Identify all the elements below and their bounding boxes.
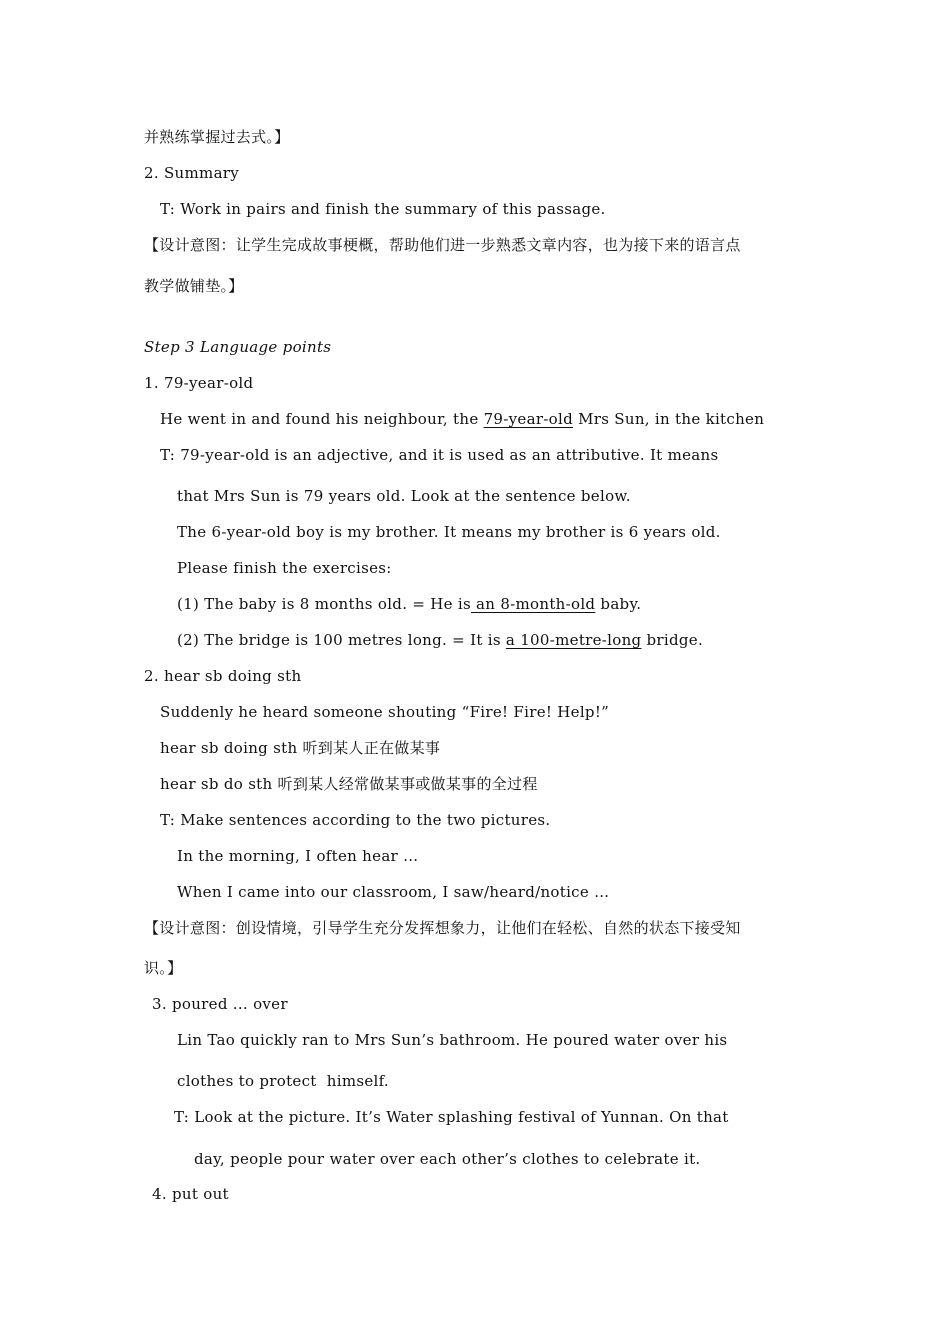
section-heading: 1. 79-year-old (144, 374, 254, 392)
text-line: clothes to protect himself. (177, 1072, 389, 1090)
exercise-item: (2) The bridge is 100 metres long. = It is a 100-metre-long bridge. (177, 631, 704, 649)
text-line: Lin Tao quickly ran to Mrs Sun’s bathroom. He poured water over his (177, 1031, 728, 1049)
section-heading: 3. poured ... over (152, 995, 288, 1013)
text-line: T: 79-year-old is an adjective, and it is used as an attributive. It means (160, 446, 719, 464)
text-line: hear sb do sth 听到某人经常做某事或做某事的全过程 (160, 775, 538, 793)
design-intent-note: 【设计意图：创设情境，引导学生充分发挥想象力，让他们在轻松、自然的状态下接受知 (144, 919, 741, 937)
design-intent-note: 识。】 (144, 959, 183, 977)
underlined-answer: a 100-metre-long (505, 631, 642, 649)
text-line: T: Work in pairs and finish the summary of this passage. (160, 200, 606, 218)
underlined-answer: 79-year-old (483, 410, 574, 428)
text-line: hear sb doing sth 听到某人正在做某事 (160, 739, 441, 757)
text-line: T: Look at the picture. It’s Water splashing festival of Yunnan. On that (174, 1108, 729, 1126)
section-heading: 2. hear sb doing sth (144, 667, 302, 685)
text-line: day, people pour water over each other’s clothes to celebrate it. (194, 1150, 701, 1168)
text-line: Please finish the exercises: (177, 559, 392, 577)
section-heading: 4. put out (152, 1185, 229, 1203)
design-intent-note: 【设计意图：让学生完成故事梗概，帮助他们进一步熟悉文章内容，也为接下来的语言点 (144, 236, 741, 254)
underlined-answer: an 8-month-old (470, 595, 596, 613)
text-line: 并熟练掌握过去式。】 (144, 128, 290, 146)
text-line: T: Make sentences according to the two pictures. (160, 811, 551, 829)
design-intent-note: 教学做铺垫。】 (144, 277, 244, 295)
text-line: The 6-year-old boy is my brother. It means my brother is 6 years old. (177, 523, 721, 541)
text-line: He went in and found his neighbour, the 79-year-old Mrs Sun, in the kitchen (160, 410, 765, 428)
exercise-item: (1) The baby is 8 months old. = He is an 8-month-old baby. (177, 595, 642, 613)
text-line: In the morning, I often hear … (177, 847, 419, 865)
section-heading: 2. Summary (144, 164, 240, 182)
text-line: When I came into our classroom, I saw/heard/notice … (177, 883, 610, 901)
text-line: Suddenly he heard someone shouting “Fire! Fire! Help!” (160, 703, 610, 721)
step-heading: Step 3 Language points (144, 338, 332, 356)
text-line: that Mrs Sun is 79 years old. Look at the sentence below. (177, 487, 631, 505)
